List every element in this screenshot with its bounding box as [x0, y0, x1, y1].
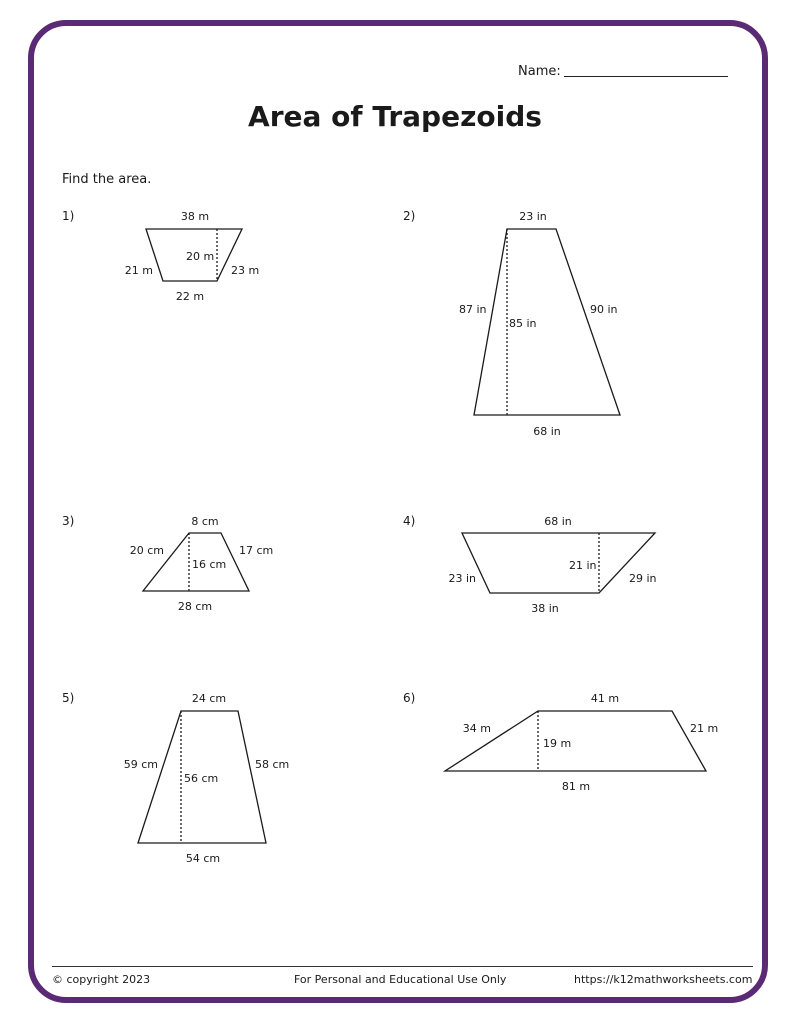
footer-copyright: © copyright 2023 [52, 973, 151, 986]
label-3-left: 20 cm [129, 544, 164, 557]
label-6-left: 34 m [462, 722, 491, 735]
label-6-right: 21 m [690, 722, 719, 735]
footer-site-link[interactable]: https://k12mathworksheets.com [574, 973, 753, 986]
label-2-right: 90 in [590, 303, 618, 316]
label-1-height: 20 m [186, 250, 215, 263]
worksheet-title: Area of Trapezoids [248, 100, 542, 133]
problem-6-number: 6) [403, 691, 416, 705]
label-3-top: 8 cm [191, 515, 219, 528]
label-2-height: 85 in [509, 317, 537, 330]
label-6-top: 41 m [590, 692, 620, 705]
problem-2-number: 2) [403, 209, 416, 223]
label-4-bottom: 38 in [531, 602, 559, 615]
label-1-bottom: 22 m [175, 290, 205, 303]
label-2-left: 87 in [459, 303, 487, 316]
trapezoid-6 [445, 711, 706, 771]
label-5-left: 59 cm [123, 758, 158, 771]
label-2-top: 23 in [519, 210, 547, 223]
name-label: Name: [518, 64, 561, 79]
label-5-top: 24 cm [191, 692, 227, 705]
problem-1-number: 1) [62, 209, 75, 223]
label-3-bottom: 28 cm [177, 600, 213, 613]
label-4-height: 21 in [569, 559, 597, 572]
trapezoid-4 [462, 533, 655, 593]
instructions: Find the area. [62, 172, 152, 187]
label-5-bottom: 54 cm [185, 852, 221, 865]
problem-5-number: 5) [62, 691, 75, 705]
label-3-height: 16 cm [192, 558, 227, 571]
footer-usage: For Personal and Educational Use Only [294, 973, 507, 986]
problem-3-number: 3) [62, 514, 75, 528]
label-6-bottom: 81 m [561, 780, 591, 793]
label-5-right: 58 cm [255, 758, 290, 771]
label-4-top: 68 in [544, 515, 572, 528]
trapezoid-2 [474, 229, 620, 415]
label-6-height: 19 m [543, 737, 572, 750]
label-1-left: 21 m [124, 264, 153, 277]
problem-4-number: 4) [403, 514, 416, 528]
label-1-top: 38 m [180, 210, 210, 223]
label-2-bottom: 68 in [533, 425, 561, 438]
label-1-right: 23 m [231, 264, 260, 277]
label-5-height: 56 cm [184, 772, 219, 785]
label-4-right: 29 in [629, 572, 657, 585]
label-4-left: 23 in [448, 572, 476, 585]
footer-divider [52, 966, 753, 967]
label-3-right: 17 cm [239, 544, 274, 557]
